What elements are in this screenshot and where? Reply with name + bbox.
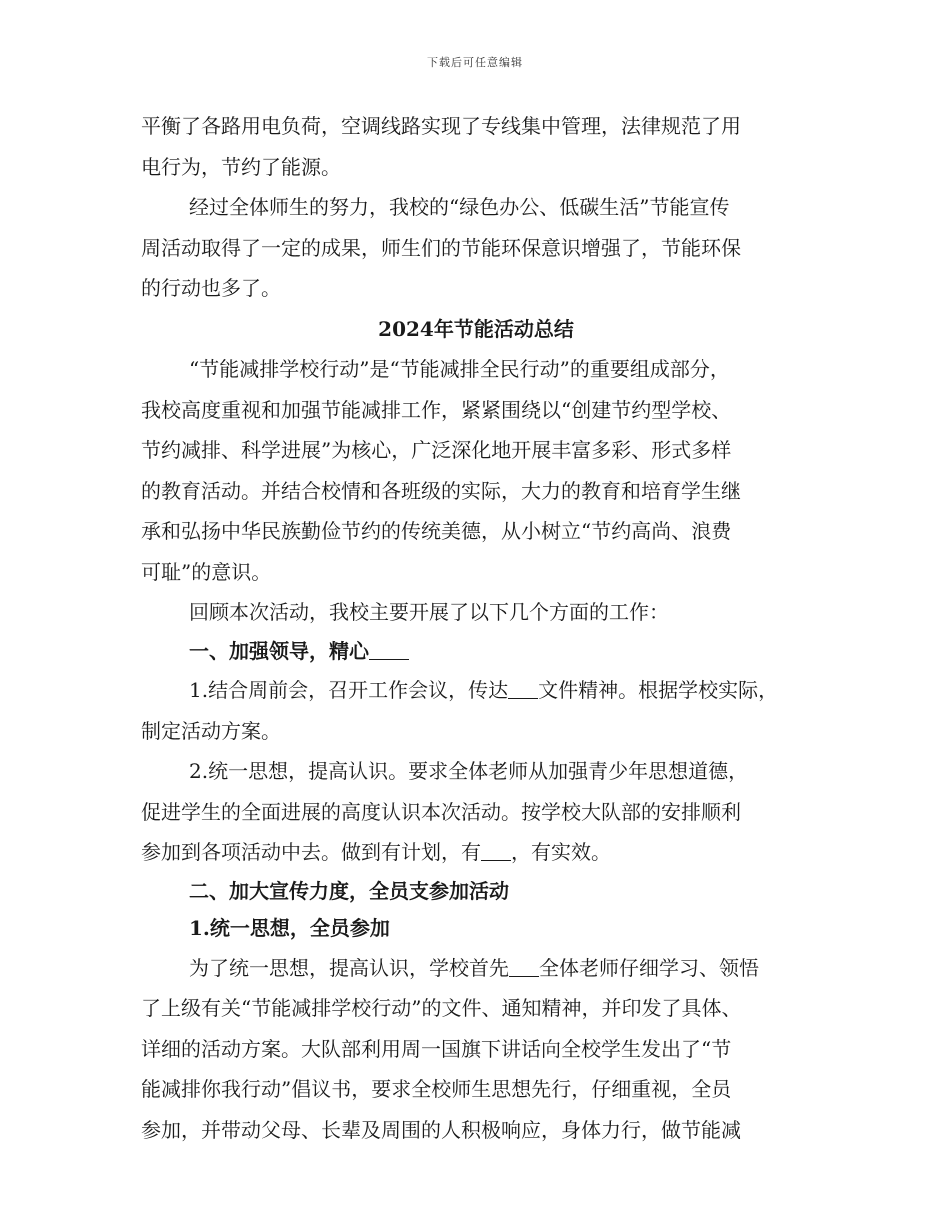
paragraph-line: 的行动也多了。	[141, 276, 281, 300]
heading-line: 1.统一思想，全员参加	[189, 916, 390, 940]
heading-text: 一、加强领导，精心	[189, 638, 369, 663]
paragraph-line: 能减排你我行动”倡议书，要求全校师生思想先行，仔细重视，全员	[141, 1077, 732, 1101]
paragraph-line: 可耻”的意识。	[141, 559, 272, 584]
text-segment: 参加到各项活动中去。做到有计划，有	[141, 840, 481, 864]
text-segment: 1.结合周前会，召开工作会议，传达	[189, 678, 509, 702]
paragraph-line: 经过全体师生的努力，我校的“绿色办公、低碳生活”节能宣传	[189, 195, 730, 219]
text-segment: ，有实效。	[511, 840, 611, 864]
fill-blank	[509, 955, 539, 977]
paragraph-line: “节能减排学校行动”是“节能减排全民行动”的重要组成部分，	[189, 357, 730, 381]
text-segment: 全体老师仔细学习、领悟	[539, 955, 759, 980]
heading-line: 二、加大宣传力度，全员支参加活动	[189, 878, 509, 903]
page-header: 下载后可任意编辑	[427, 56, 523, 69]
paragraph-line: 的教育活动。并结合校情和各班级的实际，大力的教育和培育学生继	[141, 478, 741, 503]
paragraph-line: 我校高度重视和加强节能减排工作，紧紧围绕以“创建节约型学校、	[141, 397, 732, 422]
paragraph-line: 制定活动方案。	[141, 718, 281, 743]
fill-blank	[508, 677, 538, 699]
paragraph-line: 电行为，节约了能源。	[141, 154, 341, 179]
paragraph-line: 节约减排、科学进展”为核心，广泛深化地开展丰富多彩、形式多样	[141, 438, 732, 462]
fill-blank	[481, 839, 511, 861]
document-body	[141, 106, 811, 1150]
paragraph-line: 2.统一思想，提高认识。要求全体老师从加强青少年思想道德，	[189, 759, 749, 783]
paragraph-line: 平衡了各路用电负荷，空调线路实现了专线集中管理，法律规范了用	[141, 114, 741, 138]
paragraph-line: 承和弘扬中华民族勤俭节约的传统美德，从小树立“节约高尚、浪费	[141, 519, 732, 543]
paragraph-line: 回顾本次活动，我校主要开展了以下几个方面的工作：	[189, 600, 669, 624]
paragraph-line	[141, 832, 811, 873]
paragraph-line	[141, 948, 811, 989]
paragraph-line: 参加，并带动父母、长辈及周围的人积极响应，身体力行，做节能减	[141, 1117, 741, 1142]
text-segment: 为了统一思想，提高认识，学校首先	[189, 955, 509, 980]
paragraph-line: 详细的活动方案。大队部利用周一国旗下讲话向全校学生发出了“节	[141, 1036, 732, 1061]
paragraph-line: 了上级有关“节能减排学校行动”的文件、通知精神，并印发了具体、	[141, 996, 742, 1020]
section-title: 2024年节能活动总结	[378, 316, 574, 341]
paragraph-line: 周活动取得了一定的成果，师生们的节能环保意识增强了，节能环保	[141, 235, 741, 260]
paragraph-line: 促进学生的全面进展的高度认识本次活动。按学校大队部的安排顺利	[141, 799, 741, 824]
paragraph-line	[141, 670, 811, 711]
heading-line	[141, 633, 811, 671]
text-segment: 文件精神。根据学校实际，	[538, 678, 779, 702]
fill-blank	[369, 638, 409, 660]
